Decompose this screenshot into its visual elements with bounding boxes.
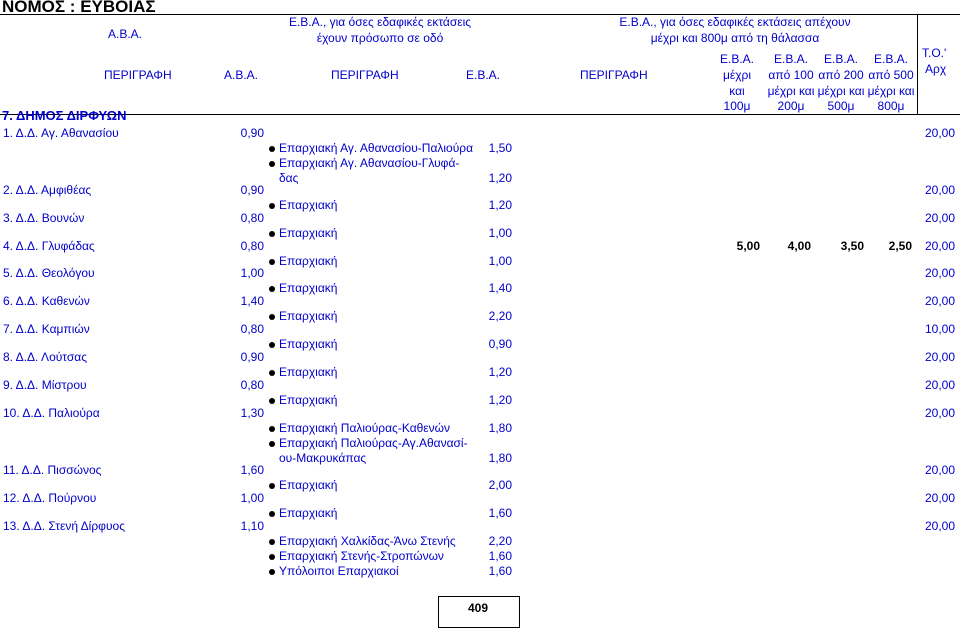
bullet-icon xyxy=(269,569,275,575)
road-name: Υπόλοιποι Επαρχιακοί xyxy=(279,564,399,578)
row-aba-value: 0,90 xyxy=(240,126,264,140)
header-sea-title-line2: μέχρι και 800μ από τη θάλασσα xyxy=(650,31,820,45)
row-name: 7. Δ.Δ. Καμπιών xyxy=(3,322,90,336)
row-name: 9. Δ.Δ. Μίστρου xyxy=(3,378,87,392)
road-name: Επαρχιακή xyxy=(279,337,338,351)
bullet-icon xyxy=(269,342,275,348)
road-eba-value: 1,00 xyxy=(488,226,512,240)
bullet-icon xyxy=(269,511,275,517)
road-eba-value: 1,20 xyxy=(488,171,512,185)
row-name: 10. Δ.Δ. Παλιούρα xyxy=(3,406,100,420)
road-eba-value: 2,00 xyxy=(488,478,512,492)
row-to-value: 20,00 xyxy=(924,378,955,392)
road-name: δας xyxy=(279,171,299,185)
row-to-value: 20,00 xyxy=(924,211,955,225)
bullet-icon xyxy=(269,483,275,489)
row-aba-value: 1,30 xyxy=(240,406,264,420)
row-name: 4. Δ.Δ. Γλυφάδας xyxy=(3,239,95,253)
sea-col-label: μέχρι xyxy=(722,68,752,82)
header-road-title-line2: έχουν πρόσωπο σε οδό xyxy=(316,31,444,45)
header-perigrafi-1: ΠΕΡΙΓΡΑΦΗ xyxy=(104,68,172,82)
row-to-value: 20,00 xyxy=(924,183,955,197)
sea-col-label: Ε.Β.Α. xyxy=(773,52,808,66)
road-name: Επαρχιακή Αγ. Αθανασίου-Γλυφά- xyxy=(279,156,460,170)
bullet-icon xyxy=(269,286,275,292)
bullet-icon xyxy=(269,161,275,167)
road-eba-value: 1,80 xyxy=(488,421,512,435)
row-aba-value: 0,80 xyxy=(240,378,264,392)
road-name: Επαρχιακή xyxy=(279,393,338,407)
row-aba-value: 0,90 xyxy=(240,183,264,197)
header-eba: Ε.Β.Α. xyxy=(466,68,501,82)
bullet-icon xyxy=(269,203,275,209)
row-name: 11. Δ.Δ. Πισσώνος xyxy=(3,463,102,477)
road-name: Επαρχιακή xyxy=(279,226,338,240)
sea-col-label: από 200 xyxy=(818,68,864,82)
header-divider xyxy=(917,14,918,114)
row-aba-value: 0,90 xyxy=(240,350,264,364)
road-eba-value: 2,20 xyxy=(488,534,512,548)
bullet-icon xyxy=(269,441,275,447)
bullet-icon xyxy=(269,370,275,376)
road-eba-value: 1,80 xyxy=(488,451,512,465)
road-eba-value: 0,90 xyxy=(488,337,512,351)
sea-col-label: μέχρι και xyxy=(817,84,865,98)
row-aba-value: 1,10 xyxy=(240,519,264,533)
row-name: 5. Δ.Δ. Θεολόγου xyxy=(3,266,95,280)
road-name: ου-Μακρυκάπας xyxy=(279,451,367,465)
row-to-value: 20,00 xyxy=(924,491,955,505)
row-to-value: 10,00 xyxy=(924,322,955,336)
bullet-icon xyxy=(269,398,275,404)
sea-col-label: από 100 xyxy=(768,68,814,82)
row-to-value: 20,00 xyxy=(924,294,955,308)
road-name: Επαρχιακή Χαλκίδας-Άνω Στενής xyxy=(279,534,456,548)
sea-col-label: και xyxy=(729,84,745,98)
row-name: 3. Δ.Δ. Βουνών xyxy=(3,211,85,225)
road-eba-value: 1,00 xyxy=(488,254,512,268)
sea-col-label: μέχρι και xyxy=(767,84,815,98)
header-sea-title-line1: Ε.Β.Α., για όσες εδαφικές εκτάσεις απέχουν xyxy=(619,15,851,29)
row-sea-value: 5,00 xyxy=(736,239,760,253)
bullet-icon xyxy=(269,259,275,265)
road-eba-value: 1,20 xyxy=(488,365,512,379)
header-perigrafi-2: ΠΕΡΙΓΡΑΦΗ xyxy=(331,68,399,82)
sea-col-label: 800μ xyxy=(877,99,905,113)
road-eba-value: 1,20 xyxy=(488,198,512,212)
road-eba-value: 1,20 xyxy=(488,393,512,407)
row-aba-value: 0,80 xyxy=(240,211,264,225)
row-name: 1. Δ.Δ. Αγ. Αθανασίου xyxy=(3,126,119,140)
road-name: Επαρχιακή xyxy=(279,198,338,212)
row-to-value: 20,00 xyxy=(924,519,955,533)
road-eba-value: 2,20 xyxy=(488,309,512,323)
bullet-icon xyxy=(269,314,275,320)
road-name: Επαρχιακή Στενής-Στροπώνων xyxy=(279,549,444,563)
sea-col-label: 200μ xyxy=(777,99,805,113)
row-sea-value: 4,00 xyxy=(787,239,811,253)
row-aba-value: 1,60 xyxy=(240,463,264,477)
page-number: 409 xyxy=(467,601,489,615)
bullet-icon xyxy=(269,231,275,237)
sea-col-label: 100μ xyxy=(723,99,751,113)
row-name: 8. Δ.Δ. Λούτσας xyxy=(3,350,87,364)
row-to-value: 20,00 xyxy=(924,406,955,420)
row-aba-value: 1,00 xyxy=(240,491,264,505)
road-name: Επαρχιακή Αγ. Αθανασίου-Παλιούρα xyxy=(279,141,474,155)
road-eba-value: 1,60 xyxy=(488,564,512,578)
road-eba-value: 1,60 xyxy=(488,506,512,520)
sea-col-label: από 500 xyxy=(868,68,914,82)
header-to-line1: Τ.Ο.' xyxy=(922,46,947,60)
row-to-value: 20,00 xyxy=(924,126,955,140)
road-eba-value: 1,40 xyxy=(488,281,512,295)
row-name: 6. Δ.Δ. Καθενών xyxy=(3,294,90,308)
bullet-icon xyxy=(269,426,275,432)
header-bottom-rule xyxy=(0,114,960,115)
row-to-value: 20,00 xyxy=(924,239,955,253)
road-name: Επαρχιακή xyxy=(279,478,338,492)
road-name: Επαρχιακή xyxy=(279,309,338,323)
sea-col-label: 500μ xyxy=(827,99,855,113)
row-name: 12. Δ.Δ. Πούρνου xyxy=(3,491,97,505)
header-to-line2: Αρχ xyxy=(925,62,947,76)
road-name: Επαρχιακή xyxy=(279,254,338,268)
bullet-icon xyxy=(269,539,275,545)
row-to-value: 20,00 xyxy=(924,463,955,477)
row-sea-value: 3,50 xyxy=(840,239,864,253)
row-name: 13. Δ.Δ. Στενή Δίρφυος xyxy=(3,519,125,533)
row-aba-value: 1,40 xyxy=(240,294,264,308)
header-top-rule xyxy=(0,14,960,15)
header-perigrafi-3: ΠΕΡΙΓΡΑΦΗ xyxy=(580,68,648,82)
sea-col-label: Ε.Β.Α. xyxy=(719,52,754,66)
row-sea-value: 2,50 xyxy=(888,239,912,253)
road-name: Επαρχιακή xyxy=(279,281,338,295)
road-eba-value: 1,50 xyxy=(488,141,512,155)
road-eba-value: 1,60 xyxy=(488,549,512,563)
row-to-value: 20,00 xyxy=(924,266,955,280)
header-aba-top: Α.Β.Α. xyxy=(107,27,142,41)
bullet-icon xyxy=(269,554,275,560)
row-name: 2. Δ.Δ. Αμφιθέας xyxy=(3,183,92,197)
sea-col-label: Ε.Β.Α. xyxy=(823,52,858,66)
road-name: Επαρχιακή Παλιούρας-Καθενών xyxy=(279,421,451,435)
row-to-value: 20,00 xyxy=(924,350,955,364)
road-name: Επαρχιακή Παλιούρας-Αγ.Αθανασί- xyxy=(279,436,468,450)
header-road-title-line1: Ε.Β.Α., για όσες εδαφικές εκτάσεις xyxy=(288,15,472,29)
sea-col-label: Ε.Β.Α. xyxy=(873,52,908,66)
header-aba: Α.Β.Α. xyxy=(224,68,259,82)
bullet-icon xyxy=(269,146,275,152)
section-title: 7. ΔΗΜΟΣ ΔΙΡΦΥΩΝ xyxy=(2,108,127,123)
row-aba-value: 0,80 xyxy=(240,239,264,253)
sea-col-label: μέχρι και xyxy=(867,84,915,98)
road-name: Επαρχιακή xyxy=(279,365,338,379)
row-aba-value: 0,80 xyxy=(240,322,264,336)
row-aba-value: 1,00 xyxy=(240,266,264,280)
road-name: Επαρχιακή xyxy=(279,506,338,520)
page-title: ΝΟΜΟΣ : ΕΥΒΟΙΑΣ xyxy=(2,0,156,16)
